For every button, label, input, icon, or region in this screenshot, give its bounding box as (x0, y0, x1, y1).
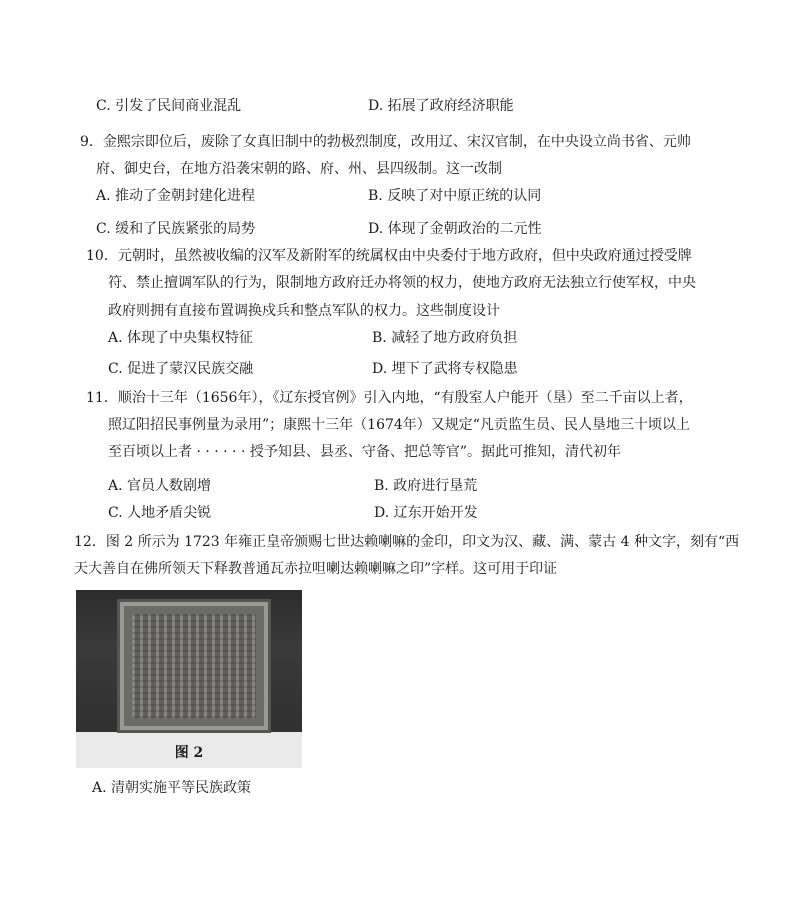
q10-option-d: D. 埋下了武将专权隐患 (372, 361, 518, 377)
q8-option-d: D. 拓展了政府经济职能 (368, 98, 514, 114)
q12-option-a: A. 清朝实施平等民族政策 (92, 780, 252, 796)
q12-stem-line1: 12．图 2 所示为 1723 年雍正皇帝颁赐七世达赖喇嘛的金印，印文为汉、藏、满、蒙古 4 种文字，刻有“西 (74, 534, 740, 550)
q12-stem-line2: 天大善自在佛所领天下释教普通瓦赤拉呾喇达赖喇嘛之印”字样。这可用于印证 (74, 561, 558, 577)
figure-caption: 图 2 (174, 745, 204, 761)
q10-stem-line2: 符、禁止擅调军队的行为，限制地方政府迁办将领的权力，使地方政府无法独立行使军权，中央 (108, 275, 696, 291)
q11-option-b: B. 政府进行垦荒 (374, 478, 478, 494)
q9-option-c: C. 缓和了民族紧张的局势 (96, 221, 256, 237)
q10-stem-line1: 10．元朝时，虽然被收编的汉军及新附军的统属权由中央委付于地方政府，但中央政府通过授受牌 (86, 248, 692, 264)
q9-stem-line1: 9．金熙宗即位后，废除了女真旧制中的勃极烈制度，改用辽、宋汉官制，在中央设立尚书省、元帅 (80, 134, 691, 150)
q11-option-a: A. 官员人数剧增 (108, 478, 212, 494)
q9-option-a: A. 推动了金朝封建化进程 (96, 188, 256, 204)
q9-option-b: B. 反映了对中原正统的认同 (368, 188, 542, 204)
q9-stem-line2: 府、御史台，在地方沿袭宋朝的路、府、州、县四级制。这一改制 (96, 161, 502, 177)
gold-seal-photo (76, 590, 302, 732)
q11-stem-line3: 至百顷以上者 · · · · · · 授予知县、县丞、守备、把总等官”。据此可推知，清代初年 (108, 444, 622, 460)
q10-option-b: B. 减轻了地方政府负担 (372, 330, 518, 346)
q11-option-d: D. 辽东开始开发 (374, 505, 478, 521)
q10-option-a: A. 体现了中央集权特征 (108, 330, 254, 346)
q10-option-c: C. 促进了蒙汉民族交融 (108, 361, 254, 377)
figure-2 (76, 590, 302, 768)
q11-option-c: C. 人地矛盾尖锐 (108, 505, 212, 521)
q9-option-d: D. 体现了金朝政治的二元性 (368, 221, 542, 237)
gold-seal-image (120, 602, 268, 730)
q8-option-c: C. 引发了民间商业混乱 (96, 98, 242, 114)
q11-stem-line1: 11．顺治十三年（1656年），《辽东授官例》引入内地，“有殷室人户能开（垦）至二千亩以上者， (86, 390, 693, 406)
q11-stem-line2: 照辽阳招民事例量为录用”；康熙十三年（1674年）又规定“凡贡监生员、民人垦地三十顷以上 (108, 417, 690, 433)
q10-stem-line3: 政府则拥有直接布置调换戍兵和整点军队的权力。这些制度设计 (108, 303, 500, 319)
